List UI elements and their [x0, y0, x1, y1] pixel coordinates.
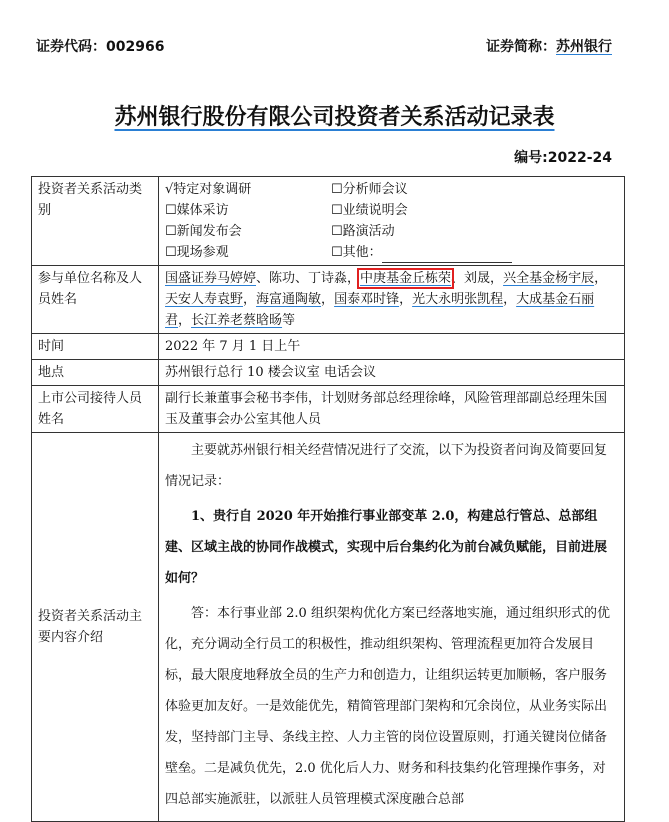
- option-media-interview[interactable]: ☐媒体采访: [165, 203, 229, 218]
- place-label: 地点: [32, 360, 159, 386]
- option-earnings-call[interactable]: ☐业绩说明会: [331, 203, 408, 218]
- time-label: 时间: [32, 334, 159, 360]
- participant-zhonggeng-highlighted: 中庚基金丘栋荣: [360, 271, 452, 286]
- other-blank-line: [382, 248, 512, 263]
- stock-short-value: 苏州银行: [556, 39, 612, 55]
- content-answer: 答：本行事业部 2.0 组织架构优化方案已经落地实施，通过组织形式的优化，充分调动全行员工的积极性，推动组织架构、管理流程更加符合发展目标，最大限度地释放全员的生产力和创造力，让组织运转更加顺畅，客户服务体验更加友好。一是效能优先，精简管理部门架构和冗余岗位，从业务实际出发，坚持部门主导、条线主控、人力主管的岗位设置原则，打通关键岗位储备壁垒。二是减负优先，2.0 优化后人力、财务和科技集约化管理操作事务，对四总部实施派驻，以派驻人员管理模式深度融合总部: [165, 606, 610, 807]
- stock-code: [36, 36, 164, 56]
- row-receptionists: [32, 386, 625, 433]
- participant-xingquan: 兴全基金杨宇辰: [503, 271, 595, 286]
- participant-changjiang: 长江养老蔡晗旸: [191, 313, 283, 328]
- row-participants: [32, 266, 625, 334]
- option-analyst-meeting[interactable]: ☐分析师会议: [331, 182, 408, 197]
- participant-sep: 、陈功、丁诗淼，: [256, 271, 361, 286]
- participant-end: 等: [282, 313, 296, 328]
- participant-tianan: 天安人寿袁野: [165, 292, 244, 307]
- content-body: [159, 433, 625, 822]
- record-table: [31, 176, 625, 822]
- stock-code-value: 002966: [106, 39, 165, 55]
- stock-short-name: [486, 36, 612, 56]
- content-intro: 主要就苏州银行相关经营情况进行了交流，以下为投资者问询及简要回复情况记录：: [165, 443, 608, 489]
- participant-sep: 、刘晟，: [451, 271, 504, 286]
- participants-label: 参与单位名称及人员姓名: [32, 266, 159, 334]
- participant-guangda: 光大永明张凯程: [412, 292, 504, 307]
- participant-haifutong: 海富通陶敏: [256, 292, 322, 307]
- participant-sep: ，: [243, 292, 257, 307]
- participants-value: [159, 266, 625, 334]
- content-label: 投资者关系活动主要内容介绍: [32, 433, 159, 822]
- participant-guosheng: 国盛证券马婷婷: [165, 271, 257, 286]
- participant-sep: ，: [594, 271, 608, 286]
- document-title: 苏州银行股份有限公司投资者关系活动记录表: [114, 105, 555, 130]
- receptionists-label: 上市公司接待人员姓名: [32, 386, 159, 433]
- participant-sep: ，: [503, 292, 517, 307]
- place-value: 苏州银行总行 10 楼会议室 电话会议: [159, 360, 625, 386]
- participant-sep: ，: [178, 313, 192, 328]
- document-number: 编号:2022-24: [514, 150, 612, 166]
- row-activity-type: [32, 177, 625, 266]
- row-time: [32, 334, 625, 360]
- option-site-visit[interactable]: ☐现场参观: [165, 245, 229, 260]
- stock-code-label: 证券代码：: [36, 39, 106, 55]
- activity-type-options: [159, 177, 625, 266]
- row-place: [32, 360, 625, 386]
- participant-sep: ，: [399, 292, 413, 307]
- participant-dacheng: 大成基金石丽君: [165, 292, 595, 328]
- activity-type-label: 投资者关系活动类别: [32, 177, 159, 266]
- row-content: [32, 433, 625, 822]
- content-question: 1、贵行自 2020 年开始推行事业部变革 2.0，构建总行管总、总部组建、区域主战的协同作战模式，实现中后台集约化为前台减负赋能，目前进展如何？: [165, 509, 608, 586]
- stock-short-label: 证券简称：: [486, 39, 556, 55]
- option-other-label: ☐其他：: [331, 245, 382, 260]
- time-value: 2022 年 7 月 1 日上午: [159, 334, 625, 360]
- participant-sep: ，: [321, 292, 335, 307]
- receptionists-value: 副行长兼董事会秘书李伟，计划财务部总经理徐峰，风险管理部副总经理朱国玉及董事会办公室其他人员: [159, 386, 625, 433]
- option-roadshow[interactable]: ☐路演活动: [331, 224, 395, 239]
- participant-guotai: 国泰邓时锋: [334, 292, 400, 307]
- option-press-conference[interactable]: ☐新闻发布会: [165, 224, 242, 239]
- option-other[interactable]: [331, 242, 618, 263]
- option-special-research[interactable]: √特定对象调研: [165, 182, 252, 197]
